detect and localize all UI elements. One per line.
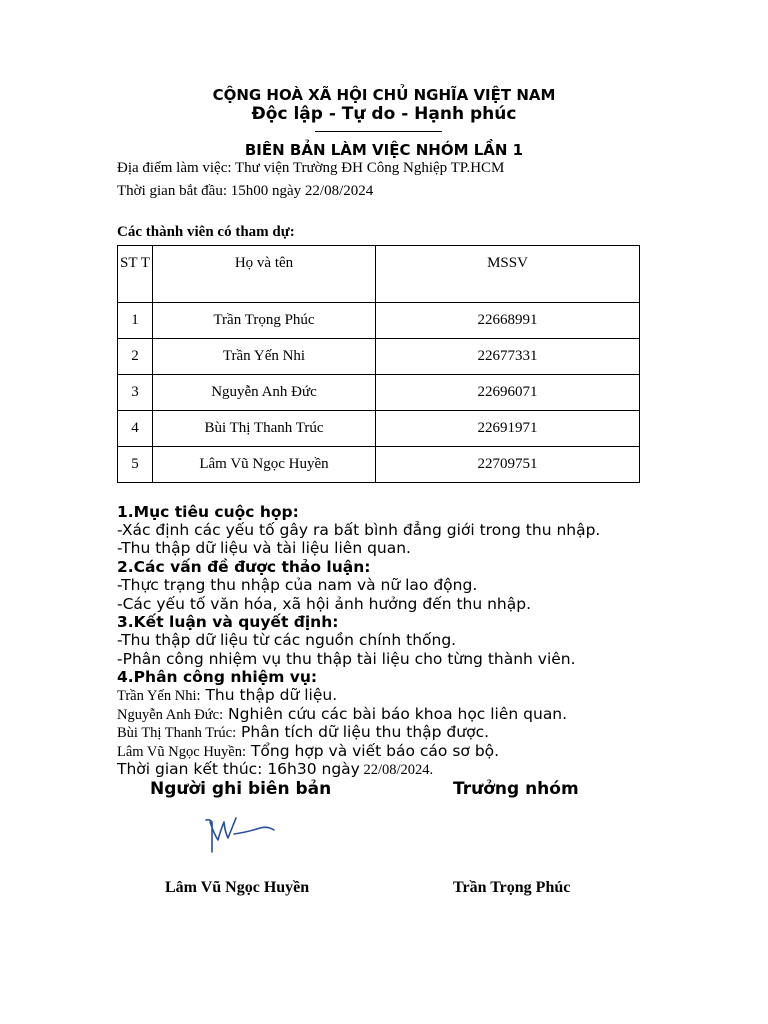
assignment-task: Tổng hợp và viết báo cáo sơ bộ. xyxy=(246,742,500,760)
section-2-item: -Thực trạng thu nhập của nam và nữ lao động. xyxy=(117,576,478,594)
section-3-item: -Thu thập dữ liệu từ các nguồn chính thống. xyxy=(117,631,457,649)
leader-name: Trần Trọng Phúc xyxy=(453,879,571,896)
start-time: Thời gian bắt đầu: 15h00 ngày 22/08/2024 xyxy=(117,183,374,199)
members-table xyxy=(117,245,640,483)
national-heading: CỘNG HOÀ XÃ HỘI CHỦ NGHĨA VIỆT NAM xyxy=(212,86,556,104)
cell-stt: 1 xyxy=(118,303,153,339)
assignment-line xyxy=(117,686,337,705)
section-2-heading: 2.Các vấn đề được thảo luận: xyxy=(117,558,371,576)
assignment-task: Thu thập dữ liệu. xyxy=(200,686,338,704)
recorder-title: Người ghi biên bản xyxy=(150,779,332,799)
assignment-task: Nghiên cứu các bài báo khoa học liên quan. xyxy=(223,705,568,723)
end-time-label: Thời gian kết thúc: 16h30 ngày xyxy=(117,760,360,778)
handwritten-signature xyxy=(198,810,278,858)
assignee-name: Lâm Vũ Ngọc Huyền: xyxy=(117,744,246,760)
section-1-item: -Thu thập dữ liệu và tài liệu liên quan. xyxy=(117,539,411,557)
cell-mssv: 22668991 xyxy=(376,303,640,339)
assignment-line xyxy=(117,742,499,761)
assignee-name: Trần Yến Nhi: xyxy=(117,688,201,704)
cell-name: Bùi Thị Thanh Trúc xyxy=(153,411,376,447)
section-3-item: -Phân công nhiệm vụ thu thập tài liệu cho từng thành viên. xyxy=(117,650,576,668)
document-title: BIÊN BẢN LÀM VIỆC NHÓM LẦN 1 xyxy=(244,141,524,159)
cell-stt: 2 xyxy=(118,339,153,375)
section-1-item: -Xác định các yếu tố gây ra bất bình đẳng giới trong thu nhập. xyxy=(117,521,601,539)
cell-name: Trần Trọng Phúc xyxy=(153,303,376,339)
table-row xyxy=(118,303,640,339)
assignment-line xyxy=(117,705,567,724)
section-1-heading: 1.Mục tiêu cuộc họp: xyxy=(117,503,299,521)
assignee-name: Bùi Thị Thanh Trúc: xyxy=(117,725,237,741)
assignee-name: Nguyễn Anh Đức: xyxy=(117,707,224,723)
cell-mssv: 22677331 xyxy=(376,339,640,375)
table-row xyxy=(118,339,640,375)
end-time xyxy=(117,760,433,779)
section-2-item: -Các yếu tố văn hóa, xã hội ảnh hưởng đến thu nhập. xyxy=(117,595,532,613)
cell-stt: 4 xyxy=(118,411,153,447)
end-time-date: 22/08/2024. xyxy=(359,762,434,778)
recorder-name: Lâm Vũ Ngọc Huyền xyxy=(165,879,310,896)
cell-name: Trần Yến Nhi xyxy=(153,339,376,375)
table-row xyxy=(118,411,640,447)
leader-title: Trưởng nhóm xyxy=(453,779,579,799)
cell-name: Lâm Vũ Ngọc Huyền xyxy=(153,447,376,483)
members-heading: Các thành viên có tham dự: xyxy=(117,224,295,240)
meeting-location: Địa điểm làm việc: Thư viện Trường ĐH Công Nghiệp TP.HCM xyxy=(117,160,505,176)
cell-stt: 5 xyxy=(118,447,153,483)
cell-mssv: 22691971 xyxy=(376,411,640,447)
cell-mssv: 22709751 xyxy=(376,447,640,483)
section-4-heading: 4.Phân công nhiệm vụ: xyxy=(117,668,318,686)
header-mssv: MSSV xyxy=(376,246,640,303)
cell-name: Nguyễn Anh Đức xyxy=(153,375,376,411)
header-stt: ST T xyxy=(118,246,153,303)
motto-underline xyxy=(315,131,442,132)
table-header-row xyxy=(118,246,640,303)
motto: Độc lập - Tự do - Hạnh phúc xyxy=(251,104,517,124)
cell-stt: 3 xyxy=(118,375,153,411)
assignment-task: Phân tích dữ liệu thu thập được. xyxy=(236,723,490,741)
section-3-heading: 3.Kết luận và quyết định: xyxy=(117,613,339,631)
assignment-line xyxy=(117,723,489,742)
table-row xyxy=(118,447,640,483)
cell-mssv: 22696071 xyxy=(376,375,640,411)
table-row xyxy=(118,375,640,411)
header-name: Họ và tên xyxy=(153,246,376,303)
